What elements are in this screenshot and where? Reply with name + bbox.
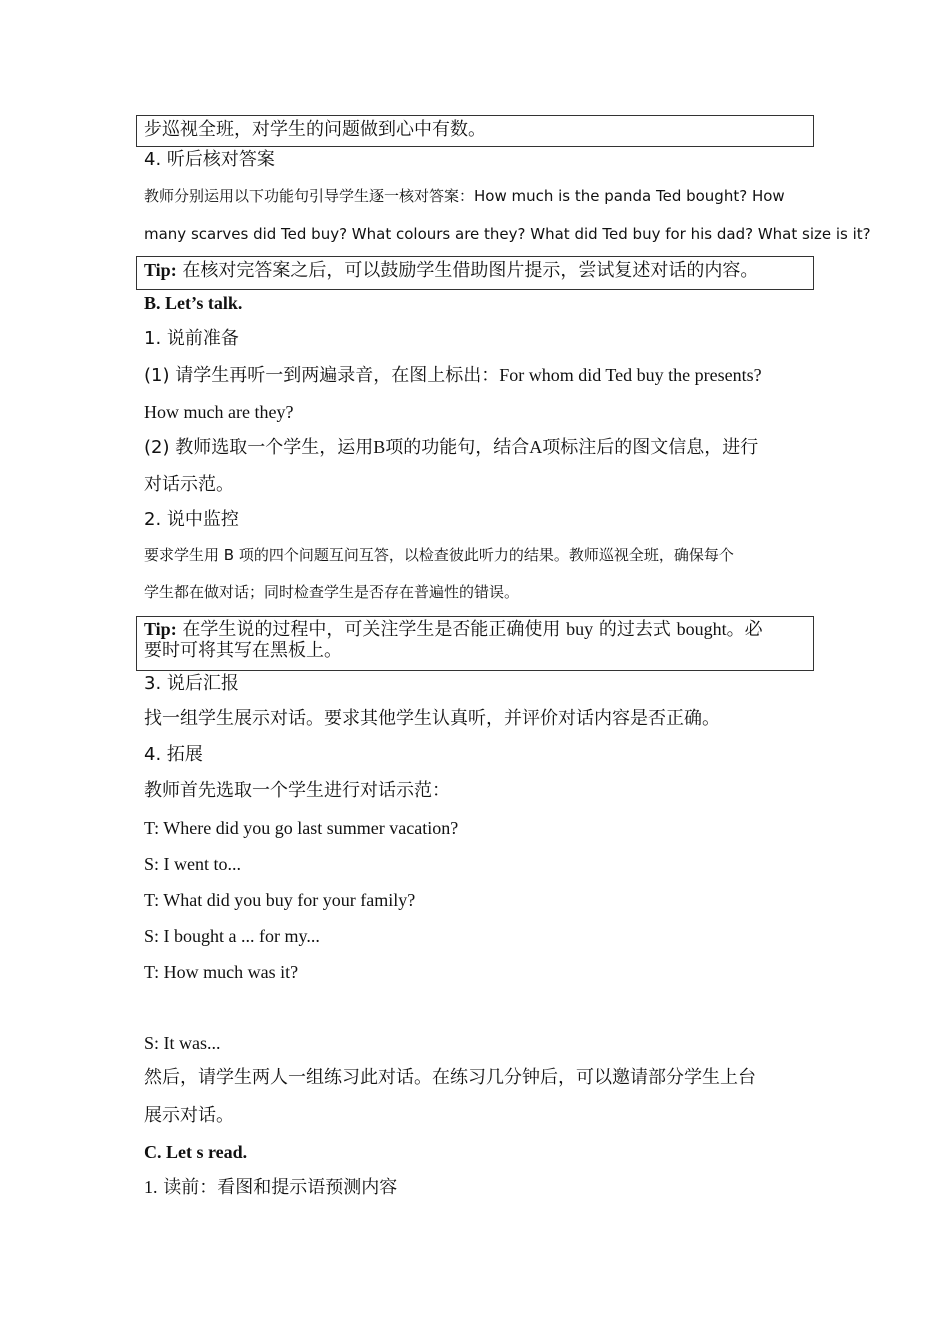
item-1-cn: (1) 请学生再听一到两遍录音，在图上标出： <box>144 365 500 386</box>
check-answers-line-2: many scarves did Ted buy? What colours are they? What did Ted buy for his dad? What size is it? <box>144 225 871 243</box>
tip-box-retell <box>136 256 814 290</box>
dialogue-line: T: What did you buy for your family? <box>144 890 416 910</box>
dialogue-line: S: I bought a ... for my... <box>144 926 320 946</box>
dialogue-line: T: Where did you go last summer vacation? <box>144 818 459 838</box>
before-speaking-item-1-line-2: How much are they? <box>144 402 294 422</box>
heading-text: 读前：看图和提示语预测内容 <box>157 1177 398 1198</box>
item-2-part-c: 项的功能句，结合 <box>385 437 530 458</box>
heading-check-answers: 4. 听后核对答案 <box>144 149 275 170</box>
during-speaking-line-2: 学生都在做对话；同时检查学生是否存在普遍性的错误。 <box>144 583 520 601</box>
note-box-continued <box>136 115 814 147</box>
extension-after-line-2: 展示对话。 <box>144 1105 234 1126</box>
tip-label: Tip: <box>144 619 177 639</box>
before-speaking-item-2-line-2: 对话示范。 <box>144 474 234 495</box>
tip-part-c: 的过去式 <box>593 619 677 640</box>
heading-extension: 4. 拓展 <box>144 744 203 765</box>
check-answers-line-1: 教师分别运用以下功能句引导学生逐一核对答案：How much is the panda Ted bought? How <box>144 187 785 205</box>
item-2-part-d: A <box>529 437 543 457</box>
heading-number: 1. <box>144 1177 158 1197</box>
tip-line-2: 要时可将其写在黑板上。 <box>144 640 342 662</box>
item-2-part-e: 项标注后的图文信息，进行 <box>542 437 759 458</box>
section-b-heading: B. Let’s talk. <box>144 293 243 313</box>
tip-text: 在核对完答案之后，可以鼓励学生借助图片提示，尝试复述对话的内容。 <box>176 260 759 281</box>
heading-during-speaking: 2. 说中监控 <box>144 509 239 530</box>
tip-box-past-tense <box>136 616 814 671</box>
after-speaking-text: 找一组学生展示对话。要求其他学生认真听，并评价对话内容是否正确。 <box>144 708 720 729</box>
tip-part-b: buy <box>566 619 594 639</box>
heading-after-speaking: 3. 说后汇报 <box>144 673 239 694</box>
tip-part-d: bought <box>676 619 727 639</box>
item-2-part-b: B <box>373 437 386 457</box>
dialogue-line: S: I went to... <box>144 854 241 874</box>
dialogue-line: T: How much was it? <box>144 962 299 982</box>
before-speaking-item-1-line-1 <box>144 366 762 385</box>
heading-before-speaking: 1. 说前准备 <box>144 328 239 349</box>
before-speaking-item-2-line-1 <box>144 438 758 457</box>
tip-part-e: 。必 <box>726 619 763 640</box>
heading-before-reading <box>144 1178 397 1197</box>
tip-line-1 <box>144 619 763 640</box>
section-c-heading: C. Let s read. <box>144 1142 248 1162</box>
tip-part-a: 在学生说的过程中，可关注学生是否能正确使用 <box>176 619 567 640</box>
extension-after-line-1: 然后，请学生两人一组练习此对话。在练习几分钟后，可以邀请部分学生上台 <box>144 1067 756 1088</box>
tip-label: Tip: <box>144 260 177 280</box>
extension-intro: 教师首先选取一个学生进行对话示范： <box>144 780 450 801</box>
item-2-part-a: (2) 教师选取一个学生，运用 <box>144 437 374 458</box>
item-1-en: For whom did Ted buy the presents? <box>499 365 762 385</box>
dialogue-line: S: It was... <box>144 1033 221 1053</box>
note-box-text: 步巡视全班，对学生的问题做到心中有数。 <box>144 119 486 140</box>
during-speaking-line-1: 要求学生用 B 项的四个问题互问互答，以检查彼此听力的结果。教师巡视全班，确保每个 <box>144 546 734 564</box>
